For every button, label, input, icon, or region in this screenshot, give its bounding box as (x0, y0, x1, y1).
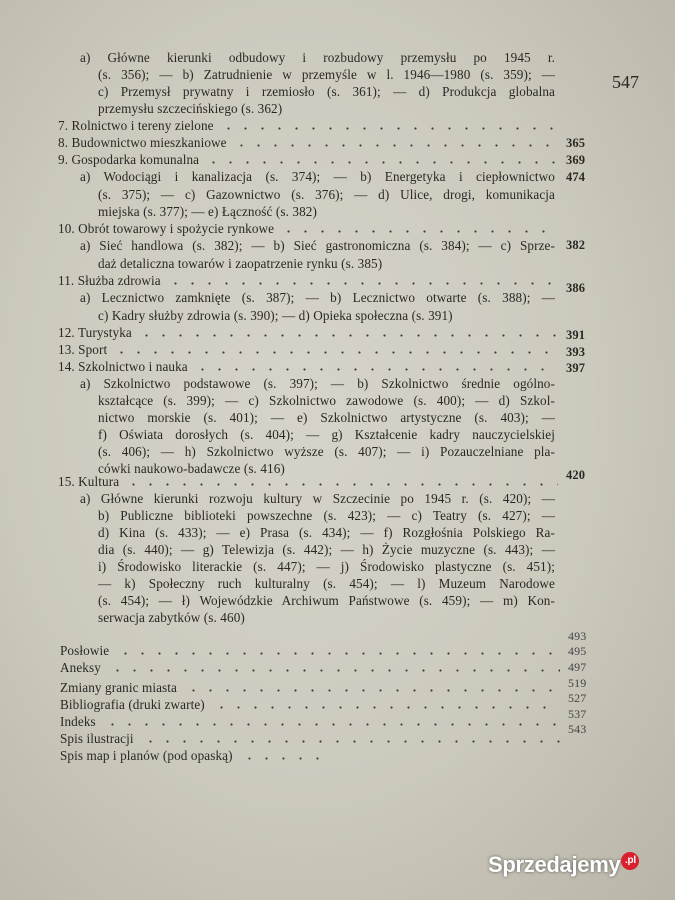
appendix-page: 495 (568, 644, 587, 658)
toc-title: 13. Sport (58, 342, 108, 357)
toc-title: 15. Kultura (58, 474, 120, 489)
watermark-logo (488, 852, 639, 878)
toc-detail-line: dia (s. 440); — g) Telewizja (s. 442); — h) Życie muzyczne (s. 443); — (98, 542, 555, 557)
toc-detail-line: i) Środowisko literackie (s. 447); — j) Środowisko plastyczne (s. 451); (98, 559, 555, 574)
toc-entry-9 (58, 152, 558, 168)
toc-detail-line: a) Wodociągi i kanalizacja (s. 374); — b) Energetyka i ciepłownictwo (80, 169, 555, 184)
toc-page: 474 (566, 170, 586, 184)
toc-entry-8 (58, 135, 558, 151)
toc-title: 7. Rolnictwo i tereny zielone (58, 118, 214, 133)
toc-page: 369 (566, 153, 586, 167)
toc-detail-line: a) Sieć handlowa (s. 382); — b) Sieć gastronomiczna (s. 384); — c) Sprze- (80, 238, 555, 253)
appendix-entry (60, 660, 560, 676)
toc-entry-13 (58, 342, 558, 358)
toc-detail-line: (s. 356); — b) Zatrudnienie w przemyśle w l. 1946—1980 (s. 359); — (98, 67, 555, 82)
toc-title: 8. Budownictwo mieszkaniowe (58, 135, 227, 150)
toc-detail-line: kształcące (s. 399); — c) Szkolnictwo zawodowe (s. 400); — d) Szkol- (98, 393, 555, 408)
appendix-page: 543 (568, 722, 587, 736)
toc-detail-line: c) Kadry służby zdrowia (s. 390); — d) Opieka społeczna (s. 391) (98, 308, 453, 323)
appendix-title: Posłowie (60, 643, 110, 658)
appendix-page: 527 (568, 691, 587, 705)
dot-leader (117, 652, 560, 655)
toc-detail-line: serwacja zabytków (s. 460) (98, 610, 245, 625)
appendix-entry (60, 680, 560, 696)
dot-leader (280, 230, 558, 233)
appendix-page: 497 (568, 660, 587, 674)
toc-page: 420 (566, 468, 586, 482)
dot-leader (142, 740, 560, 743)
toc-title: 10. Obrót towarowy i spożycie rynkowe (58, 221, 275, 236)
appendix-title: Spis map i planów (pod opaską) (60, 748, 233, 763)
toc-page: 393 (566, 345, 586, 359)
toc-detail-line: (s. 406); — h) Szkolnictwo wyższe (s. 407); — i) Pozauczelniane pla- (98, 444, 555, 459)
toc-page: 391 (566, 328, 586, 342)
appendix-title: Bibliografia (druki zwarte) (60, 697, 205, 712)
toc-page: 397 (566, 361, 586, 375)
toc-detail-line: daż detaliczna towarów i zaopatrzenie rynku (s. 385) (98, 256, 383, 271)
toc-page: 365 (566, 136, 586, 150)
toc-title: 14. Szkolnictwo i nauka (58, 359, 188, 374)
dot-leader (220, 127, 558, 130)
appendix-page: 537 (568, 707, 587, 721)
dot-leader (205, 161, 558, 164)
dot-leader (138, 334, 558, 337)
dot-leader (241, 757, 320, 760)
toc-detail-line: c) Przemysł prywatny i rzemiosło (s. 361); — d) Produkcja globalna (98, 84, 555, 99)
toc-detail-line: (s. 454); — ł) Wojewódzkie Archiwum Państwowe (s. 459); — m) Kon- (98, 593, 555, 608)
toc-title: 11. Służba zdrowia (58, 273, 161, 288)
dot-leader (213, 706, 560, 709)
dot-leader (194, 368, 558, 371)
appendix-title: Indeks (60, 714, 96, 729)
dot-leader (113, 351, 558, 354)
toc-detail-line: miejska (s. 377); — e) Łączność (s. 382) (98, 204, 317, 219)
toc-entry-15 (58, 474, 558, 490)
appendix-title: Spis ilustracji (60, 731, 134, 746)
appendix-page: 493 (568, 629, 587, 643)
toc-page: 382 (566, 238, 586, 252)
toc-detail-line: a) Główne kierunki rozwoju kultury w Szczecinie po 1945 r. (s. 420); — (80, 491, 555, 506)
toc-detail-line: a) Główne kierunki odbudowy i rozbudowy przemysłu po 1945 r. (80, 50, 555, 65)
dot-leader (167, 282, 558, 285)
toc-detail-line: przemysłu szczecińskiego (s. 362) (98, 101, 283, 116)
toc-detail-line: nictwo morskie (s. 401); — e) Szkolnictwo artystyczne (s. 403); — (98, 410, 555, 425)
toc-detail-line: d) Kina (s. 433); — e) Prasa (s. 434); — f) Rozgłośnia Polskiego Ra- (98, 525, 555, 540)
toc-entry-12 (58, 325, 558, 341)
appendix-entry (60, 697, 560, 713)
appendix-entry (60, 748, 320, 764)
dot-leader (233, 144, 558, 147)
page-folio: 547 (612, 72, 639, 92)
toc-title: 12. Turystyka (58, 325, 132, 340)
toc-detail-line: a) Szkolnictwo podstawowe (s. 397); — b) Szkolnictwo średnie ogólno- (80, 376, 555, 391)
toc-detail-line: — k) Społeczny ruch kulturalny (s. 454); — l) Muzeum Narodowe (98, 576, 555, 591)
appendix-title: Aneksy (60, 660, 101, 675)
appendix-entry (60, 714, 560, 730)
appendix-entry (60, 643, 560, 659)
dot-leader (109, 669, 560, 672)
toc-entry-7 (58, 118, 558, 134)
toc-detail-line: a) Lecznictwo zamknięte (s. 387); — b) Lecznictwo otwarte (s. 388); — (80, 290, 555, 305)
watermark-suffix: .pl (621, 852, 639, 870)
dot-leader (104, 723, 560, 726)
toc-detail-line: f) Oświata dorosłych (s. 404); — g) Kształcenie kadry nauczycielskiej (98, 427, 555, 442)
toc-detail-line: (s. 375); — c) Gazownictwo (s. 376); — d) Ulice, drogi, komunikacja (98, 187, 555, 202)
dot-leader (125, 483, 558, 486)
toc-page: 386 (566, 281, 586, 295)
watermark-text: Sprzedajemy (488, 852, 621, 877)
toc-entry-10 (58, 221, 558, 237)
toc-title: 9. Gospodarka komunalna (58, 152, 200, 167)
toc-entry-14 (58, 359, 558, 375)
toc-entry-11 (58, 273, 558, 289)
dot-leader (185, 689, 560, 692)
toc-detail-line: cówki naukowo-badawcze (s. 416) (98, 461, 285, 476)
appendix-entry (60, 731, 560, 747)
appendix-page: 519 (568, 676, 587, 690)
toc-detail-line: b) Publiczne biblioteki powszechne (s. 423); — c) Teatry (s. 427); — (98, 508, 555, 523)
appendix-title: Zmiany granic miasta (60, 680, 177, 695)
